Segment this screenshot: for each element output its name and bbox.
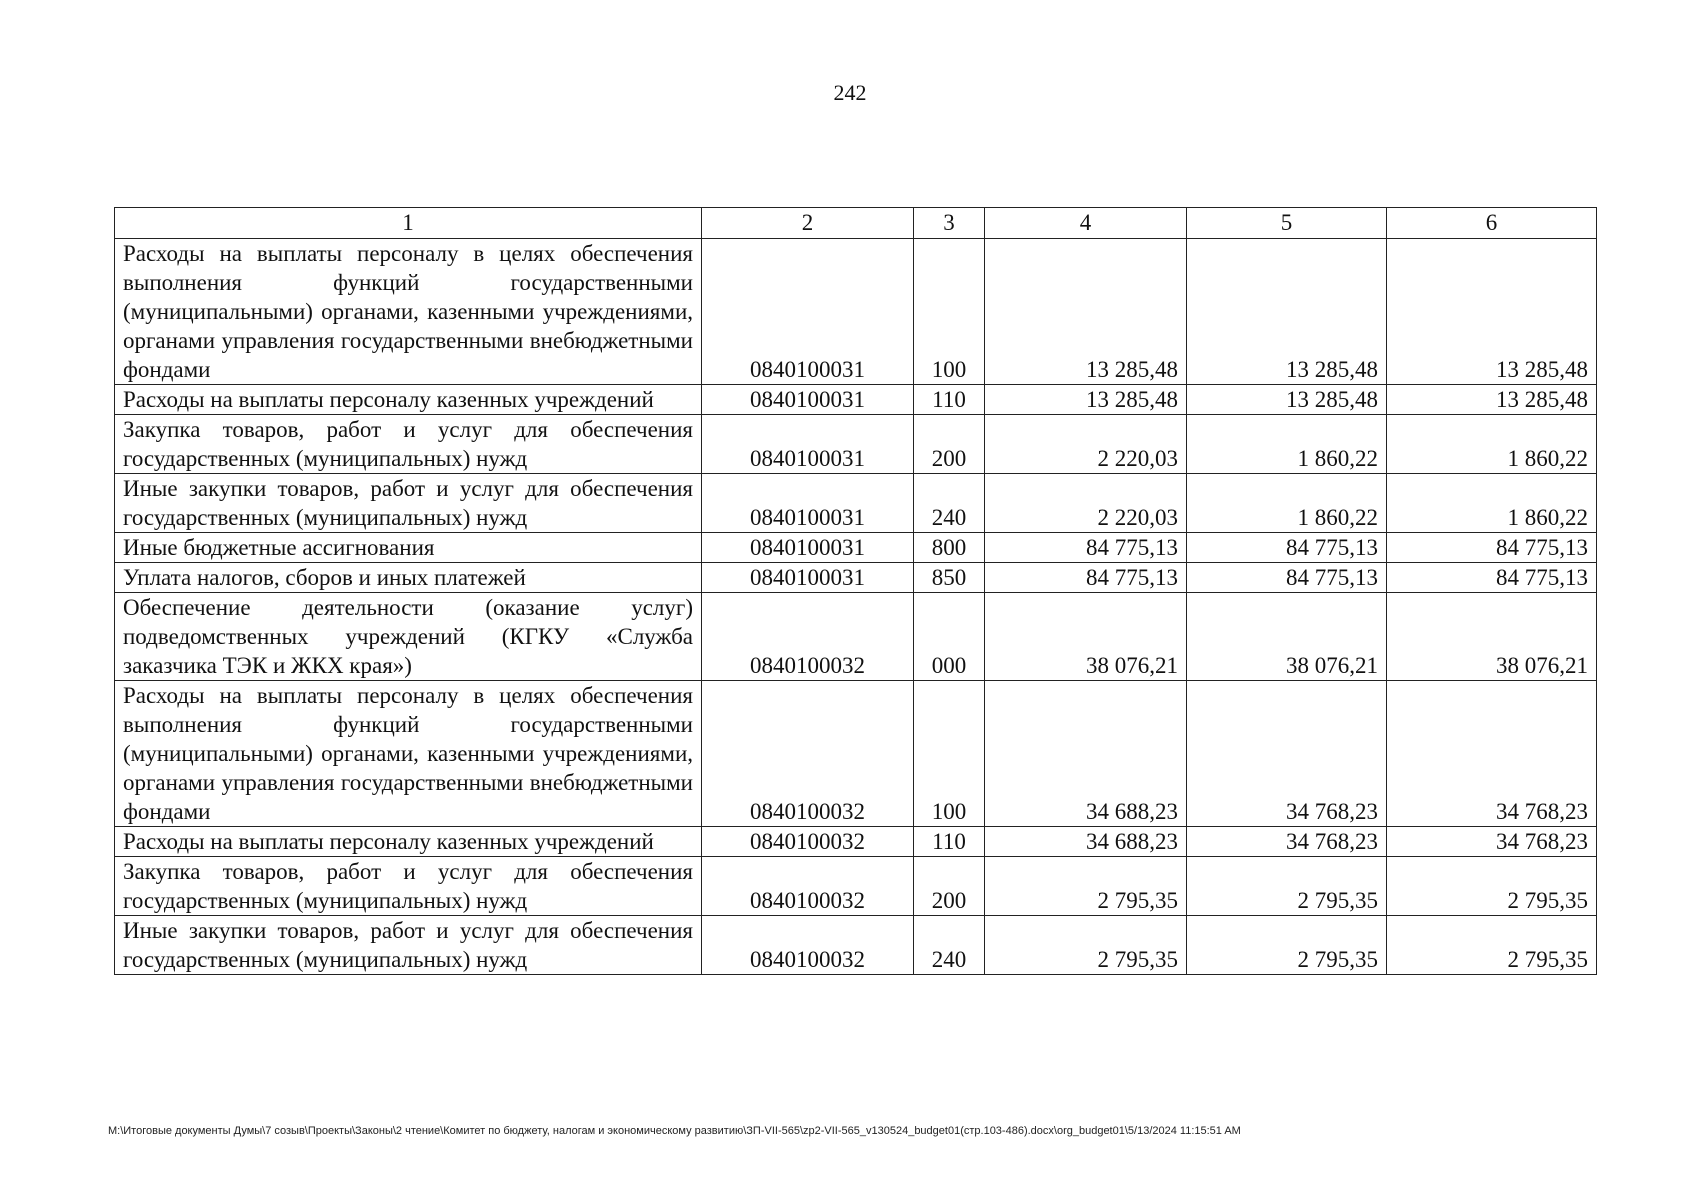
row-description: Расходы на выплаты персоналу в целях обеспечения выполнения функций государственными (муниципальными) органами, казенными учреждениями, органами управления государственными внебюджетными фондами xyxy=(115,239,702,385)
table-row xyxy=(115,593,1597,681)
table-row xyxy=(115,239,1597,385)
row-expense-type: 000 xyxy=(914,593,985,681)
row-description: Расходы на выплаты персоналу казенных учреждений xyxy=(115,385,702,415)
table-row xyxy=(115,533,1597,563)
row-amount-col6: 2 795,35 xyxy=(1387,857,1597,916)
row-amount-col6: 13 285,48 xyxy=(1387,239,1597,385)
table-row xyxy=(115,681,1597,827)
row-amount-col5: 2 795,35 xyxy=(1187,857,1387,916)
budget-table xyxy=(114,207,1597,975)
row-amount-col4: 34 688,23 xyxy=(985,681,1187,827)
row-amount-col4: 2 795,35 xyxy=(985,857,1187,916)
footer-file-path: M:\Итоговые документы Думы\7 созыв\Проекты\Законы\2 чтение\Комитет по бюджету, налогам и экономическому развитию\ЗП-VII-565\zp2-VII-565_v130524_budget01(стр.103-486).docx\org_budget01\5/13/2024 11:15:51 AM xyxy=(108,1125,1241,1137)
row-description: Иные закупки товаров, работ и услуг для обеспечения государственных (муниципальных) нужд xyxy=(115,916,702,975)
row-target-code: 0840100031 xyxy=(702,239,914,385)
row-expense-type: 110 xyxy=(914,385,985,415)
row-amount-col4: 34 688,23 xyxy=(985,827,1187,857)
table-row xyxy=(115,415,1597,474)
row-target-code: 0840100032 xyxy=(702,827,914,857)
row-expense-type: 850 xyxy=(914,563,985,593)
row-amount-col6: 1 860,22 xyxy=(1387,474,1597,533)
row-amount-col4: 2 795,35 xyxy=(985,916,1187,975)
row-target-code: 0840100032 xyxy=(702,681,914,827)
row-amount-col6: 1 860,22 xyxy=(1387,415,1597,474)
row-amount-col5: 1 860,22 xyxy=(1187,474,1387,533)
row-target-code: 0840100031 xyxy=(702,415,914,474)
header-cell: 5 xyxy=(1187,208,1387,239)
row-amount-col6: 34 768,23 xyxy=(1387,681,1597,827)
row-expense-type: 100 xyxy=(914,681,985,827)
row-target-code: 0840100032 xyxy=(702,593,914,681)
header-cell: 2 xyxy=(702,208,914,239)
table-row xyxy=(115,916,1597,975)
row-amount-col5: 1 860,22 xyxy=(1187,415,1387,474)
row-description: Обеспечение деятельности (оказание услуг) подведомственных учреждений (КГКУ «Служба заказчика ТЭК и ЖКХ края») xyxy=(115,593,702,681)
header-cell: 1 xyxy=(115,208,702,239)
row-expense-type: 800 xyxy=(914,533,985,563)
row-amount-col4: 84 775,13 xyxy=(985,563,1187,593)
row-expense-type: 110 xyxy=(914,827,985,857)
row-amount-col4: 2 220,03 xyxy=(985,415,1187,474)
row-amount-col4: 84 775,13 xyxy=(985,533,1187,563)
row-amount-col6: 34 768,23 xyxy=(1387,827,1597,857)
row-amount-col5: 13 285,48 xyxy=(1187,385,1387,415)
row-target-code: 0840100032 xyxy=(702,857,914,916)
row-target-code: 0840100031 xyxy=(702,563,914,593)
row-description: Иные бюджетные ассигнования xyxy=(115,533,702,563)
row-amount-col6: 38 076,21 xyxy=(1387,593,1597,681)
row-amount-col4: 13 285,48 xyxy=(985,239,1187,385)
row-description: Иные закупки товаров, работ и услуг для обеспечения государственных (муниципальных) нужд xyxy=(115,474,702,533)
row-amount-col4: 2 220,03 xyxy=(985,474,1187,533)
row-amount-col5: 84 775,13 xyxy=(1187,533,1387,563)
table-row xyxy=(115,385,1597,415)
page-number: 242 xyxy=(833,80,867,105)
row-amount-col6: 84 775,13 xyxy=(1387,533,1597,563)
table-row xyxy=(115,857,1597,916)
row-expense-type: 240 xyxy=(914,916,985,975)
row-expense-type: 200 xyxy=(914,415,985,474)
row-amount-col6: 2 795,35 xyxy=(1387,916,1597,975)
row-target-code: 0840100031 xyxy=(702,385,914,415)
row-description: Закупка товаров, работ и услуг для обеспечения государственных (муниципальных) нужд xyxy=(115,857,702,916)
row-amount-col5: 34 768,23 xyxy=(1187,681,1387,827)
header-cell: 6 xyxy=(1387,208,1597,239)
row-description: Расходы на выплаты персоналу казенных учреждений xyxy=(115,827,702,857)
row-target-code: 0840100031 xyxy=(702,474,914,533)
row-expense-type: 100 xyxy=(914,239,985,385)
table-row xyxy=(115,563,1597,593)
row-description: Расходы на выплаты персоналу в целях обеспечения выполнения функций государственными (муниципальными) органами, казенными учреждениями, органами управления государственными внебюджетными фондами xyxy=(115,681,702,827)
row-description: Уплата налогов, сборов и иных платежей xyxy=(115,563,702,593)
row-amount-col6: 84 775,13 xyxy=(1387,563,1597,593)
row-expense-type: 240 xyxy=(914,474,985,533)
row-target-code: 0840100031 xyxy=(702,533,914,563)
header-cell: 3 xyxy=(914,208,985,239)
row-amount-col5: 2 795,35 xyxy=(1187,916,1387,975)
row-amount-col5: 38 076,21 xyxy=(1187,593,1387,681)
row-amount-col5: 13 285,48 xyxy=(1187,239,1387,385)
table-row xyxy=(115,827,1597,857)
row-amount-col4: 38 076,21 xyxy=(985,593,1187,681)
header-cell: 4 xyxy=(985,208,1187,239)
header-row xyxy=(115,208,1597,239)
row-description: Закупка товаров, работ и услуг для обеспечения государственных (муниципальных) нужд xyxy=(115,415,702,474)
row-amount-col5: 84 775,13 xyxy=(1187,563,1387,593)
row-amount-col6: 13 285,48 xyxy=(1387,385,1597,415)
row-expense-type: 200 xyxy=(914,857,985,916)
row-amount-col5: 34 768,23 xyxy=(1187,827,1387,857)
row-target-code: 0840100032 xyxy=(702,916,914,975)
table-row xyxy=(115,474,1597,533)
row-amount-col4: 13 285,48 xyxy=(985,385,1187,415)
